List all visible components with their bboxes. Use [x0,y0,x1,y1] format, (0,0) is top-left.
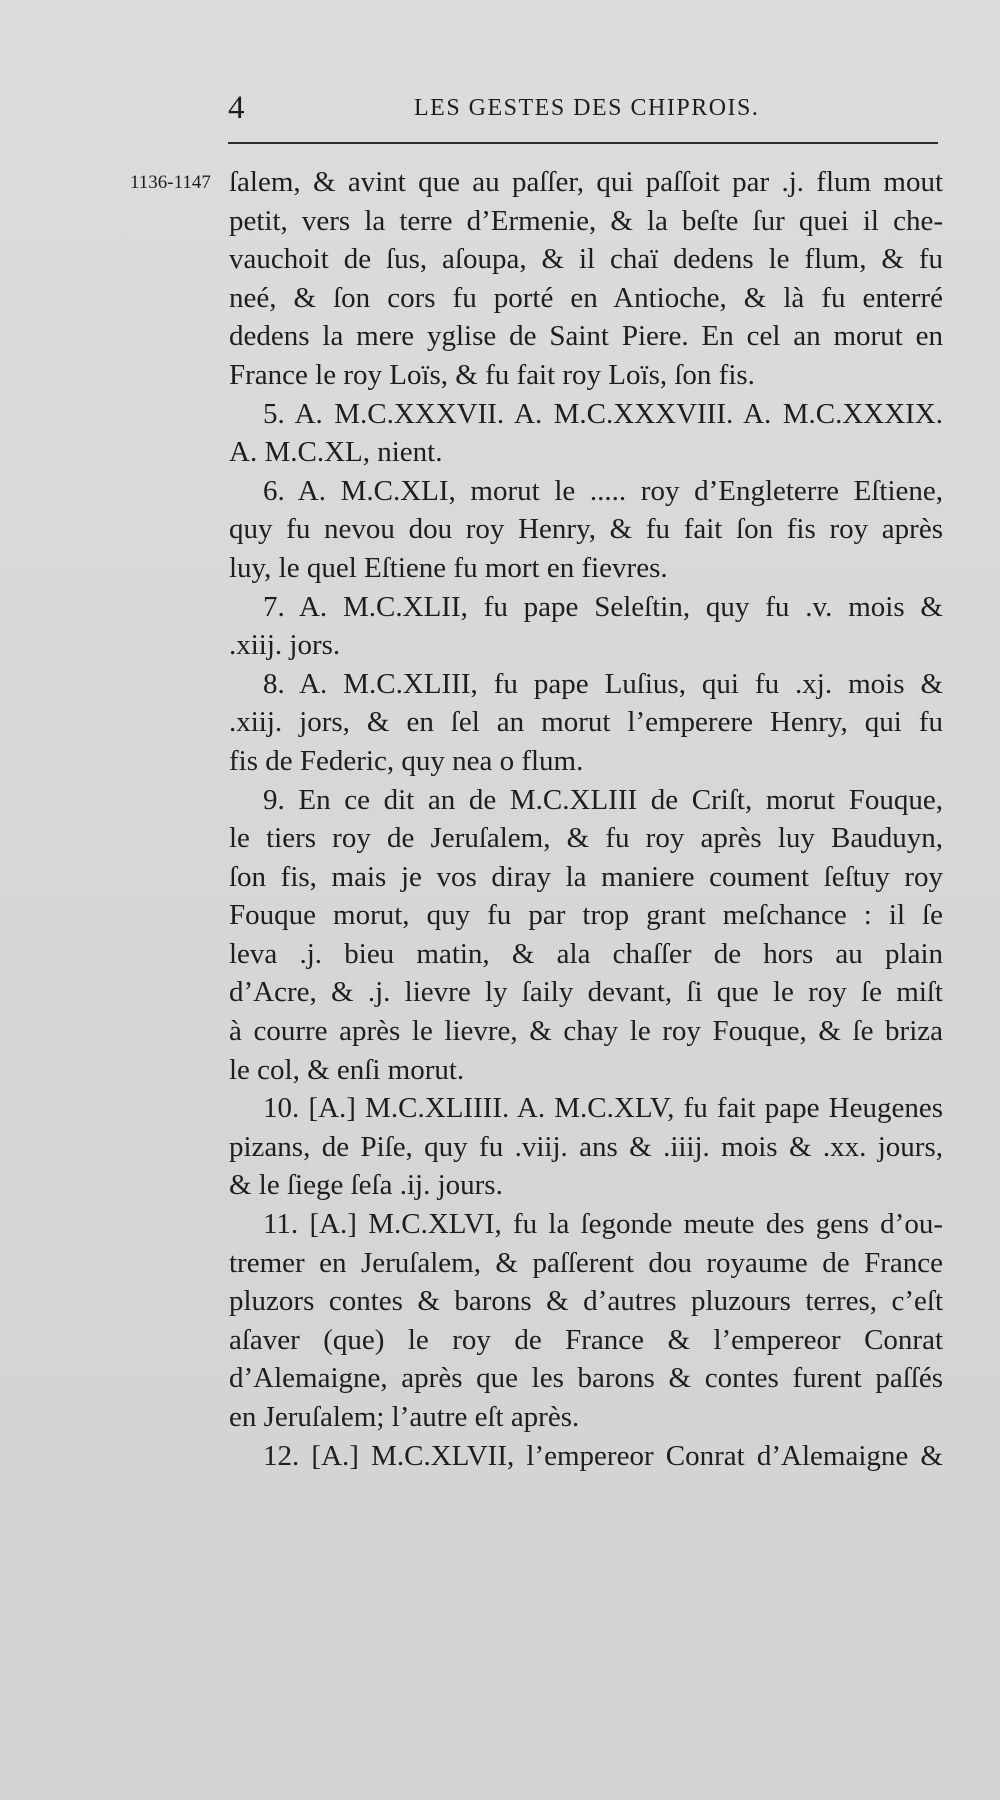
text-line: petit, vers la terre d’Ermenie, & la beſte ſur quei il che- [229,204,943,237]
text-line: 11. [A.] M.C.XLVI, fu la ſegonde meute des gens d’ou- [263,1208,943,1241]
header-rule [228,142,938,144]
text-line: vauchoit de ſus, aſoupa, & il chaï dedens le flum, & fu [229,243,943,276]
text-line: à courre après le lievre, & chay le roy Fouque, & ſe briza [229,1015,943,1048]
text-line: dedens la mere yglise de Saint Piere. En cel an morut en [229,320,943,353]
text-line: 12. [A.] M.C.XLVII, l’empereor Conrat d’Alemaigne & [263,1439,943,1472]
text-line: d’Acre, & .j. lievre ly ſaily devant, ſi que le roy ſe miſt [229,976,943,1009]
text-line: leva .j. bieu matin, & ala chaſſer de hors au plain [229,937,943,970]
running-head [228,88,938,128]
text-line: 7. A. M.C.XLII, fu pape Seleſtin, quy fu .v. mois & [263,590,943,623]
text-line: le col, & enſi morut. [229,1053,465,1086]
text-line: neé, & ſon cors fu porté en Antioche, & là fu enterré [229,281,943,314]
text-line: ſon fis, mais je vos diray la maniere coument ſeſtuy roy [229,860,943,893]
text-line: en Jeruſalem; l’autre eſt après. [229,1401,580,1433]
text-line: tremer en Jeruſalem, & paſſerent dou royaume de France [229,1246,943,1279]
text-line: 8. A. M.C.XLIII, fu pape Luſius, qui fu .xj. mois & [263,667,943,700]
text-line: France le roy Loïs, & fu fait roy Loïs, ſon fis. [229,358,755,391]
text-line: luy, le quel Eſtiene fu mort en fievres. [229,551,668,584]
text-line: 9. En ce dit an de M.C.XLIII de Criſt, morut Fouque, [263,783,943,816]
text-line: 10. [A.] M.C.XLIIII. A. M.C.XLV, fu fait pape Heugenes [263,1092,943,1125]
text-line: Fouque morut, quy fu par trop grant meſchance : il ſe [229,899,943,932]
text-line: quy fu nevou dou roy Henry, & fu fait ſon fis roy après [229,513,943,546]
text-line: 5. A. M.C.XXXVII. A. M.C.XXXVIII. A. M.C.XXXIX. [263,397,943,430]
text-line: .xiij. jors. [229,629,341,662]
text-line: ſalem, & avint que au paſſer, qui paſſoit par .j. flum mout [229,166,943,198]
text-line: pluzors contes & barons & d’autres pluzours terres, c’eſt [229,1285,943,1318]
text-line: le tiers roy de Jeruſalem, & fu roy après luy Bauduyn, [229,822,943,855]
text-line: & le ſiege ſeſa .ij. jours. [229,1169,503,1202]
running-title: LES GESTES DES CHIPROIS. [414,95,760,121]
text-line: aſaver (que) le roy de France & l’empereor Conrat [229,1323,943,1356]
text-line: .xiij. jors, & en ſel an morut l’emperere Henry, qui fu [229,706,943,739]
page-number: 4 [228,90,245,126]
text-line: A. M.C.XL, nient. [229,436,443,469]
text-line: pizans, de Piſe, quy fu .viij. ans & .iiij. mois & .xx. jours, [229,1130,943,1163]
text-line: fis de Federic, quy nea o flum. [229,744,584,777]
margin-date-range: 1136-1147 [130,172,211,193]
text-line: 6. A. M.C.XLI, morut le ..... roy d’Engleterre Eſtiene, [263,474,943,507]
text-line: d’Alemaigne, après que les barons & contes furent paſſés [229,1362,943,1395]
body-text [229,163,943,1475]
